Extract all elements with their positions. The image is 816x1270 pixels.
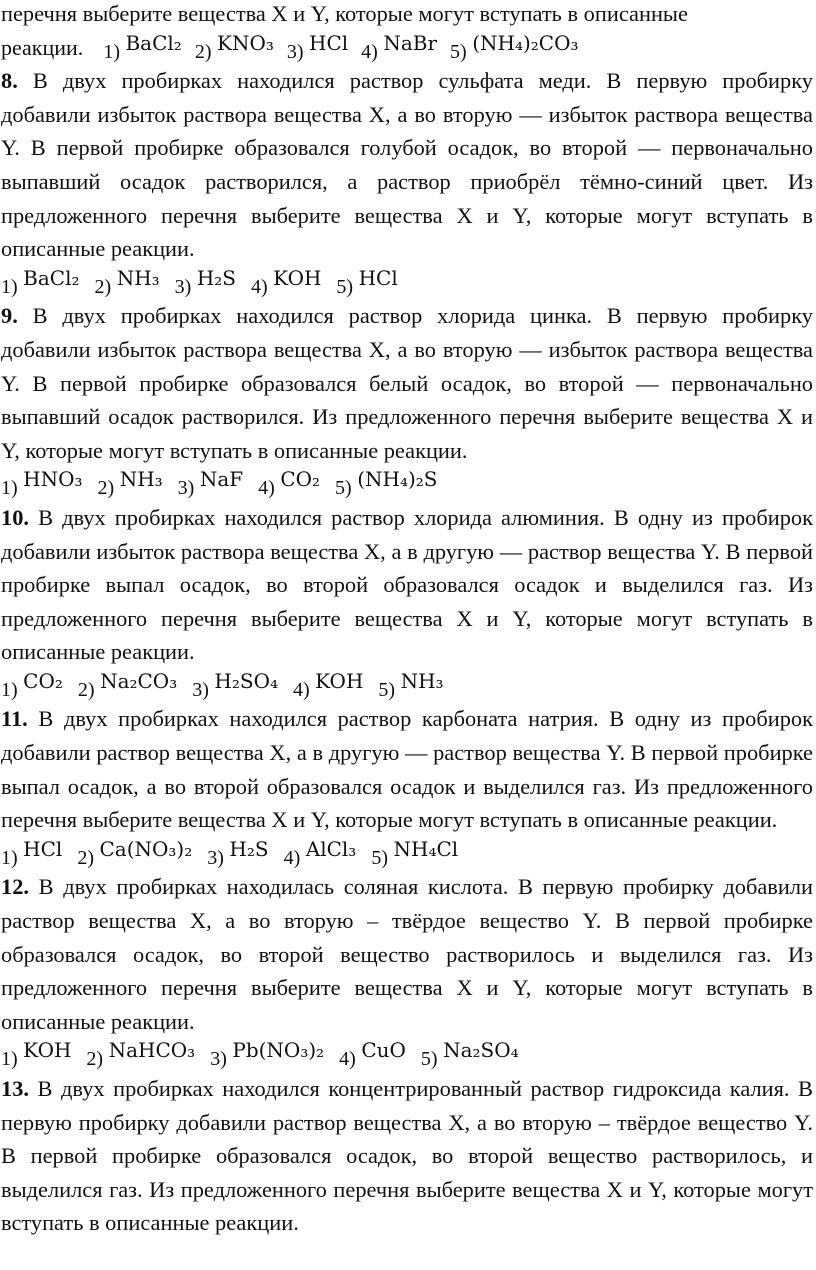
q9-option-formula: NaF [199, 467, 244, 492]
q11-option-number: 2) [77, 846, 94, 869]
question-13-number: 13. [1, 1076, 29, 1101]
q9-options [1, 467, 813, 501]
question-13 [1, 1072, 813, 1240]
q11-option-number: 4) [283, 846, 301, 869]
q11-option-5 [371, 837, 458, 873]
question-8-text: В двух пробирках находился раствор сульфата меди. В первую пробирку добавили избыток раствора вещества X, а во вторую — избыток раствора вещества Y. В первой пробирке образовался голубой осадок, во второй — первоначально выпавший осадок растворился, а раствор приобрёл тёмно-синий цвет. Из предложенного перечня выберите вещества X и Y, которые могут вступать в описанные реакции. [1, 68, 813, 262]
q9-option-formula: HNO₃ [23, 467, 83, 492]
q10-option-number: 5) [378, 678, 396, 701]
question-12-number: 12. [1, 874, 29, 900]
question-12 [1, 870, 813, 1038]
q10-option-number: 3) [192, 678, 209, 701]
q11-option-formula: AlCl₃ [305, 836, 357, 861]
q7-option-number: 2) [194, 40, 212, 63]
q7-option-formula: HCl [309, 30, 349, 55]
q9-option-number: 3) [177, 477, 195, 500]
q12-option-1 [1, 1038, 71, 1074]
q10-options [1, 669, 813, 703]
q10-option-number: 1) [1, 678, 18, 701]
q7-option-3 [287, 31, 348, 67]
q9-option-number: 4) [258, 477, 275, 500]
q10-option-5 [378, 669, 443, 705]
question-11-text: В двух пробирках находился раствор карбоната натрия. В одну из пробирок добавили раствор вещества X, а в другую — раствор вещества Y. В первой пробирке выпал осадок, а во второй образовался осадок и выделился газ. Из предложенного перечня выберите вещества X и Y, которые могут вступать в описанные реакции. [1, 706, 813, 833]
q8-option-formula: BaCl₂ [23, 265, 80, 290]
q11-option-formula: HCl [23, 836, 63, 861]
question-9-text: В двух пробирках находился раствор хлорида цинка. В первую пробирку добавили избыток раствора вещества X, а во вторую — избыток раствора вещества Y. В первой пробирке образовался белый осадок, во второй — первоначально выпавший осадок растворился. Из предложенного перечня выберите вещества X и Y, которые могут вступать в описанные реакции. [1, 303, 813, 463]
q12-option-formula: KOH [23, 1038, 72, 1063]
q12-option-number: 5) [420, 1048, 438, 1071]
question-11-number: 11. [1, 706, 28, 732]
q8-option-number: 4) [251, 275, 268, 298]
q12-option-5 [421, 1038, 519, 1074]
q8-options [1, 266, 813, 300]
q8-option-formula: H₂S [196, 265, 236, 290]
q12-option-formula: Pb(NO₃)₂ [232, 1038, 325, 1063]
q12-option-formula: Na₂SO₄ [443, 1038, 519, 1063]
q7-option-1 [103, 31, 182, 67]
question-8 [1, 64, 813, 266]
q7-option-formula: (NH₄)₂CO₃ [472, 30, 579, 55]
question-10-text: В двух пробирках находился раствор хлорида алюминия. В одну из пробирок добавили избыток раствора вещества X, а в другую — раствор вещества Y. В первой пробирке выпал осадок, во второй образовался осадок и выделился газ. Из предложенного перечня выберите вещества X и Y, которые могут вступать в описанные реакции. [1, 504, 814, 665]
q11-option-1 [1, 837, 62, 873]
q7-option-formula: BaCl₂ [125, 30, 182, 55]
q9-option-number: 5) [335, 477, 352, 500]
question-10 [1, 501, 813, 669]
q12-options [1, 1038, 813, 1072]
q8-option-formula: NH₃ [116, 265, 160, 290]
q9-option-3 [178, 467, 243, 503]
q7-option-formula: KNO₃ [217, 30, 274, 55]
q8-option-3 [175, 266, 236, 302]
q9-option-formula: NH₃ [119, 467, 163, 492]
q12-option-3 [210, 1038, 324, 1074]
q10-option-formula: Na₂CO₃ [100, 668, 178, 693]
q12-option-2 [86, 1038, 195, 1074]
question-12-text: В двух пробирках находилась соляная кислота. В первую пробирку добавили раствор вещества X, а во вторую – твёрдое вещество Y. В первой пробирке образовался осадок, во второй вещество растворилось и выделился газ. Из предложенного перечня выберите вещества X и Y, которые могут вступать в описанные реакции. [1, 874, 813, 1034]
q8-option-formula: HCl [358, 265, 398, 290]
question-13-text: В двух пробирках находился концентрированный раствор гидроксида калия. В первую пробирку добавили раствор вещества X, а во вторую – твёрдое вещество Y. В первой пробирке образовался осадок, во второй вещество растворилось, и выделился газ. Из предложенного перечня выберите вещества X и Y, которые могут вступать в описанные реакции. [1, 1076, 813, 1236]
q8-option-2 [95, 266, 160, 302]
q7-option-number: 5) [450, 40, 467, 63]
q11-option-formula: Ca(NO₃)₂ [99, 836, 193, 861]
q7-text-line2: реакции. [1, 34, 84, 60]
q8-option-number: 3) [174, 275, 192, 298]
q9-option-number: 2) [97, 477, 115, 500]
q12-option-4 [339, 1038, 406, 1074]
q8-option-4 [251, 266, 321, 302]
q7-option-formula: NaBr [383, 30, 438, 55]
q8-option-number: 1) [1, 275, 18, 298]
q10-option-formula: H₂SO₄ [214, 668, 278, 693]
q10-option-3 [192, 669, 278, 705]
q9-option-5 [335, 467, 437, 503]
q8-option-5 [336, 266, 397, 302]
question-8-number: 8. [1, 68, 18, 94]
q11-option-number: 3) [207, 846, 224, 869]
q7-option-number: 3) [286, 40, 304, 63]
q11-option-4 [284, 837, 357, 873]
q7-option-number: 4) [361, 40, 378, 63]
q12-option-number: 1) [1, 1048, 18, 1071]
q9-option-formula: CO₂ [280, 467, 321, 492]
q10-option-number: 2) [77, 678, 95, 701]
question-9 [1, 299, 813, 467]
q9-option-1 [1, 467, 83, 503]
q11-option-formula: H₂S [229, 836, 269, 861]
q10-option-2 [78, 669, 177, 705]
q8-option-1 [1, 266, 80, 302]
q9-option-number: 1) [1, 477, 18, 500]
q7-option-5 [450, 31, 578, 67]
q7-option-4 [361, 31, 437, 67]
q8-option-number: 2) [94, 275, 112, 298]
q8-option-number: 5) [336, 275, 354, 298]
q11-option-formula: NH₄Cl [393, 836, 459, 861]
q12-option-formula: CuO [361, 1038, 406, 1063]
q9-option-formula: (NH₄)₂S [357, 467, 438, 492]
q10-option-1 [1, 669, 63, 705]
q12-option-number: 4) [339, 1048, 356, 1071]
q11-option-2 [77, 837, 192, 873]
q8-option-formula: KOH [273, 265, 322, 290]
q10-option-4 [293, 669, 363, 705]
q10-option-formula: KOH [315, 668, 364, 693]
q9-option-2 [98, 467, 163, 503]
q12-option-number: 3) [210, 1048, 227, 1071]
question-10-number: 10. [1, 504, 29, 530]
q10-option-formula: CO₂ [23, 668, 63, 693]
q10-option-number: 4) [292, 678, 310, 701]
q7-options [1, 31, 813, 65]
question-9-number: 9. [1, 303, 18, 329]
q7-option-number: 1) [103, 40, 120, 63]
q12-option-formula: NaHCO₃ [108, 1038, 196, 1063]
q7-text-line1: перечня выберите вещества X и Y, которые могут вступать в описанные [1, 1, 688, 26]
q9-option-4 [258, 467, 320, 503]
question-11 [1, 702, 813, 836]
q12-option-number: 2) [86, 1048, 104, 1071]
q11-option-number: 1) [1, 846, 18, 869]
q11-option-number: 5) [371, 846, 388, 869]
q7-option-2 [195, 31, 274, 67]
q11-option-3 [207, 837, 268, 873]
q11-options [1, 837, 813, 871]
q10-option-formula: NH₃ [400, 668, 444, 693]
